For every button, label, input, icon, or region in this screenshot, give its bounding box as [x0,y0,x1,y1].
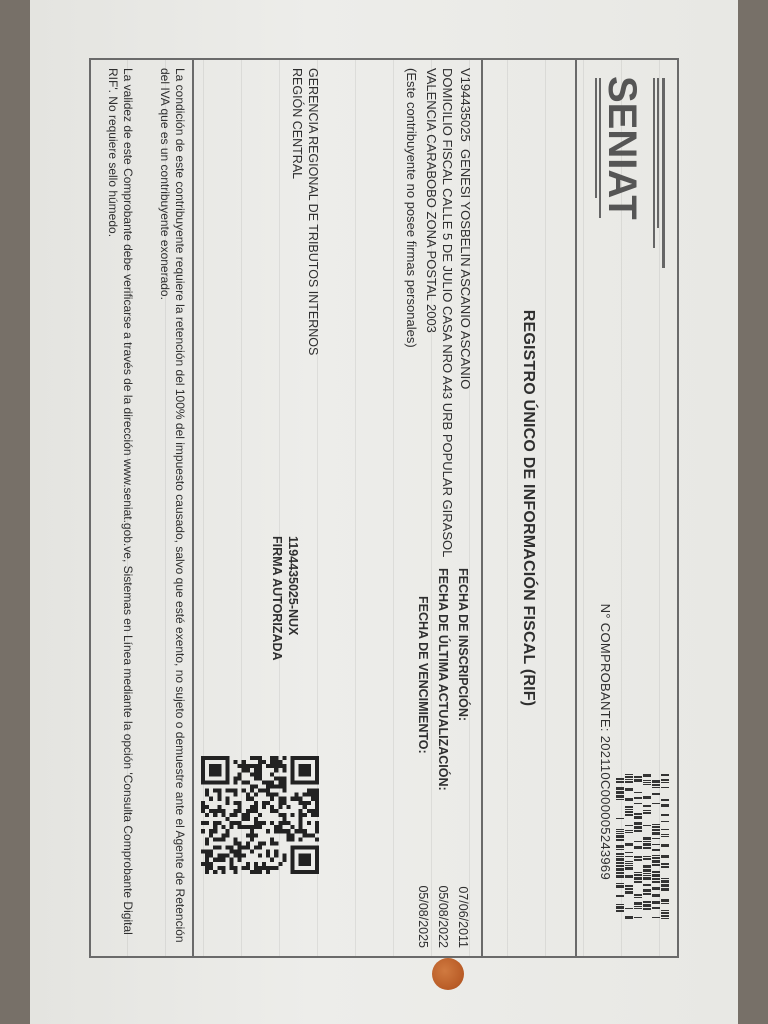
date-row-actualizacion [433,568,453,948]
firma-label: FIRMA AUTORIZADA [270,536,284,661]
comprobante-label: N° COMPROBANTE: [598,603,613,732]
seniat-logo-text: SENIAT [600,76,644,220]
comprobante-number [598,604,613,880]
date-row-vencimiento [413,568,433,948]
taxpayer-rif: V194435025 [458,68,473,142]
actualizacion-label: FECHA DE ÚLTIMA ACTUALIZACIÓN: [436,568,450,791]
vencimiento-value: 05/08/2025 [416,885,430,948]
gerencia-line2: REGIÓN CENTRAL [290,68,304,180]
gerencia-line1: GERENCIA REGIONAL DE TRIBUTOS INTERNOS [306,68,320,356]
validity-notice: La validez de este Comprobante debe verificarse a través de la dirección www.seniat.gob.ve, Sistemas en Línea mediante la opción 'Consulta Comprobante Digital RIF'. No requiere sello húmedo. [106,68,135,935]
document-title: REGISTRO ÚNICO DE INFORMACIÓN FISCAL (RIF) [520,309,537,707]
qr-code-image [201,756,319,874]
vencimiento-label: FECHA DE VENCIMIENTO: [416,596,430,754]
date-row-inscripcion [453,568,473,948]
taxpayer-id-line [458,68,473,389]
taxpayer-name: GENESI YOSBELIN ASCANIO ASCANIO [458,148,473,390]
comprobante-value: 202110C000005243969 [598,735,613,880]
firma-code: 1194435025-NUX [286,536,300,636]
punch-hole-sticker [432,958,464,990]
inscripcion-label: FECHA DE INSCRIPCIÓN: [456,568,470,722]
divider-footer [192,58,194,958]
gerencia-block [289,68,321,368]
divider-title [481,58,483,958]
domicilio-line1: CALLE 5 DE JULIO CASA NRO A43 URB POPULAR GIRASOL [440,188,455,558]
taxpayer-address [423,68,455,628]
retention-notice: La condición de este contribuyente requiere la retención del 100% del impuesto causado, salvo que esté exento, no sujeto o demuestre ante el Agente de Retención del IVA que es un contribuyente exonerado. [158,68,187,943]
domicilio-label: DOMICILIO FISCAL [440,68,455,185]
seniat-logo [583,72,671,282]
inscripcion-value: 07/06/2011 [456,886,470,948]
domicilio-line2: VALENCIA CARABOBO ZONA POSTAL 2003 [424,68,439,333]
firmas-note: (Este contribuyente no posee firmas personales) [404,68,419,348]
barcode-image [613,772,671,922]
firma-block [269,536,301,756]
rif-document [89,58,679,958]
actualizacion-value: 05/08/2022 [436,885,450,948]
divider-header [575,58,577,958]
dates-block [413,568,473,948]
